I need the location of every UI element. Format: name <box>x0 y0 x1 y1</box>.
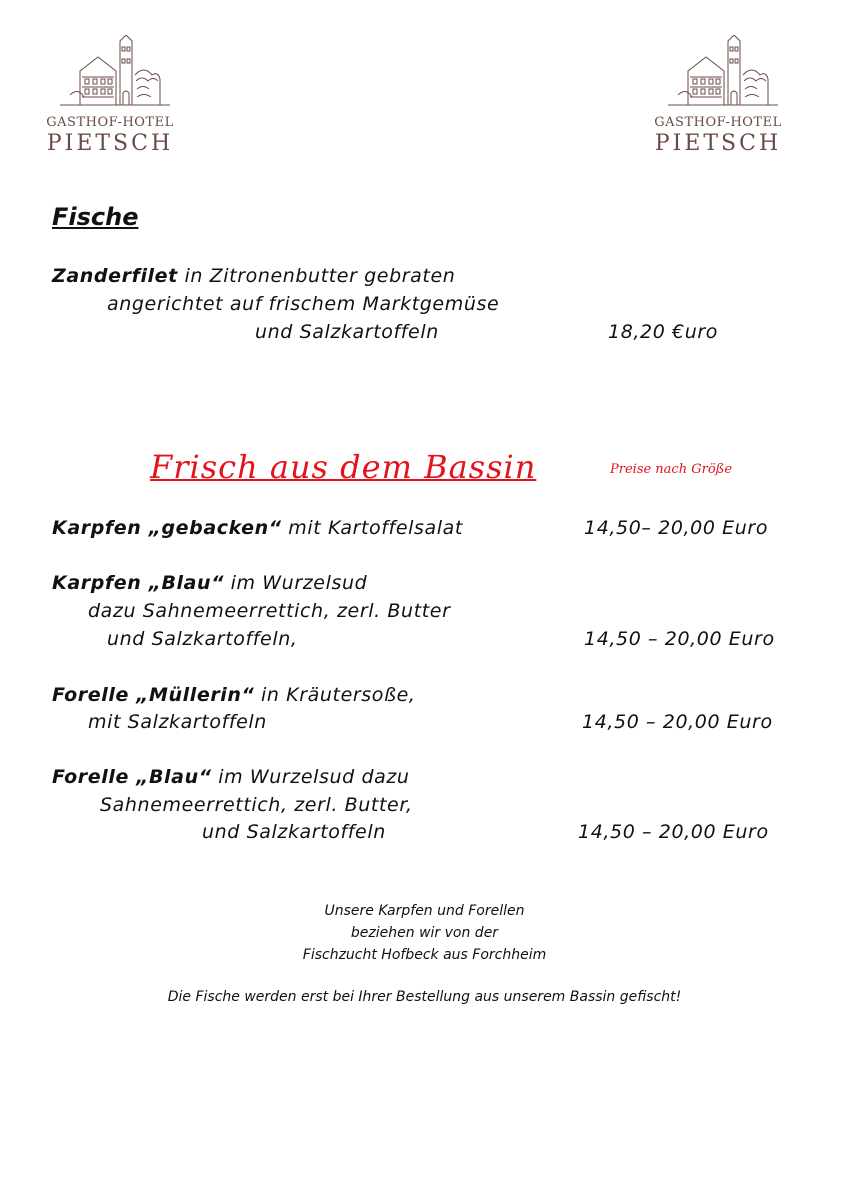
dish-price: 14,50 – 20,00 Euro <box>584 628 775 650</box>
logo-subtitle: GASTHOF-HOTEL <box>654 115 782 130</box>
dish-name: Zanderfilet <box>52 265 178 287</box>
section-title-fische: Fische <box>52 203 139 231</box>
dish-description-line: und Salzkartoffeln <box>255 321 439 343</box>
footer-line: Fischzucht Hofbeck aus Forchheim <box>302 947 547 963</box>
dish-description: im Wurzelsud <box>224 572 368 594</box>
menu-item-zanderfilet <box>52 265 455 287</box>
dish-description: mit Kartoffelsalat <box>281 517 463 539</box>
dish-description-line: Sahnemeerrettich, zerl. Butter, <box>100 794 413 816</box>
logo-subtitle: GASTHOF-HOTEL <box>46 115 174 130</box>
price-note: Preise nach Größe <box>610 462 733 477</box>
logo-title: PIETSCH <box>46 131 174 156</box>
dish-price: 18,20 €uro <box>608 321 718 343</box>
dish-name: Karpfen „Blau“ <box>52 572 225 594</box>
menu-item-forelle-muellerin <box>52 684 416 706</box>
menu-item-forelle-blau <box>52 766 410 788</box>
hotel-logo-right <box>648 35 788 165</box>
dish-price: 14,50 – 20,00 Euro <box>582 711 773 733</box>
footer-closing-note: Die Fische werden erst bei Ihrer Bestellung aus unserem Bassin gefischt! <box>167 989 682 1005</box>
hotel-building-sketch <box>40 35 180 113</box>
dish-description-line: und Salzkartoffeln, <box>107 628 298 650</box>
section-title-bassin: Frisch aus dem Bassin <box>150 448 537 486</box>
dish-description: in Zitronenbutter gebraten <box>177 265 456 287</box>
dish-description-line: angerichtet auf frischem Marktgemüse <box>107 293 500 315</box>
dish-description-line: und Salzkartoffeln <box>202 821 386 843</box>
dish-description-line: dazu Sahnemeerrettich, zerl. Butter <box>88 600 451 622</box>
dish-price: 14,50 – 20,00 Euro <box>578 821 769 843</box>
footer-line: beziehen wir von der <box>350 925 499 941</box>
dish-description: im Wurzelsud dazu <box>211 766 410 788</box>
footer-line: Unsere Karpfen und Forellen <box>324 903 525 919</box>
hotel-logo-left <box>40 35 180 165</box>
dish-name: Karpfen „gebacken“ <box>52 517 282 539</box>
logo-title: PIETSCH <box>654 131 782 156</box>
menu-item-karpfen-gebacken <box>52 517 463 539</box>
dish-description-line: mit Salzkartoffeln <box>88 711 267 733</box>
dish-description: in Kräutersoße, <box>254 684 416 706</box>
dish-name: Forelle „Müllerin“ <box>52 684 255 706</box>
dish-price: 14,50– 20,00 Euro <box>584 517 769 539</box>
dish-name: Forelle „Blau“ <box>52 766 212 788</box>
menu-item-karpfen-blau <box>52 572 367 594</box>
hotel-building-sketch <box>648 35 788 113</box>
